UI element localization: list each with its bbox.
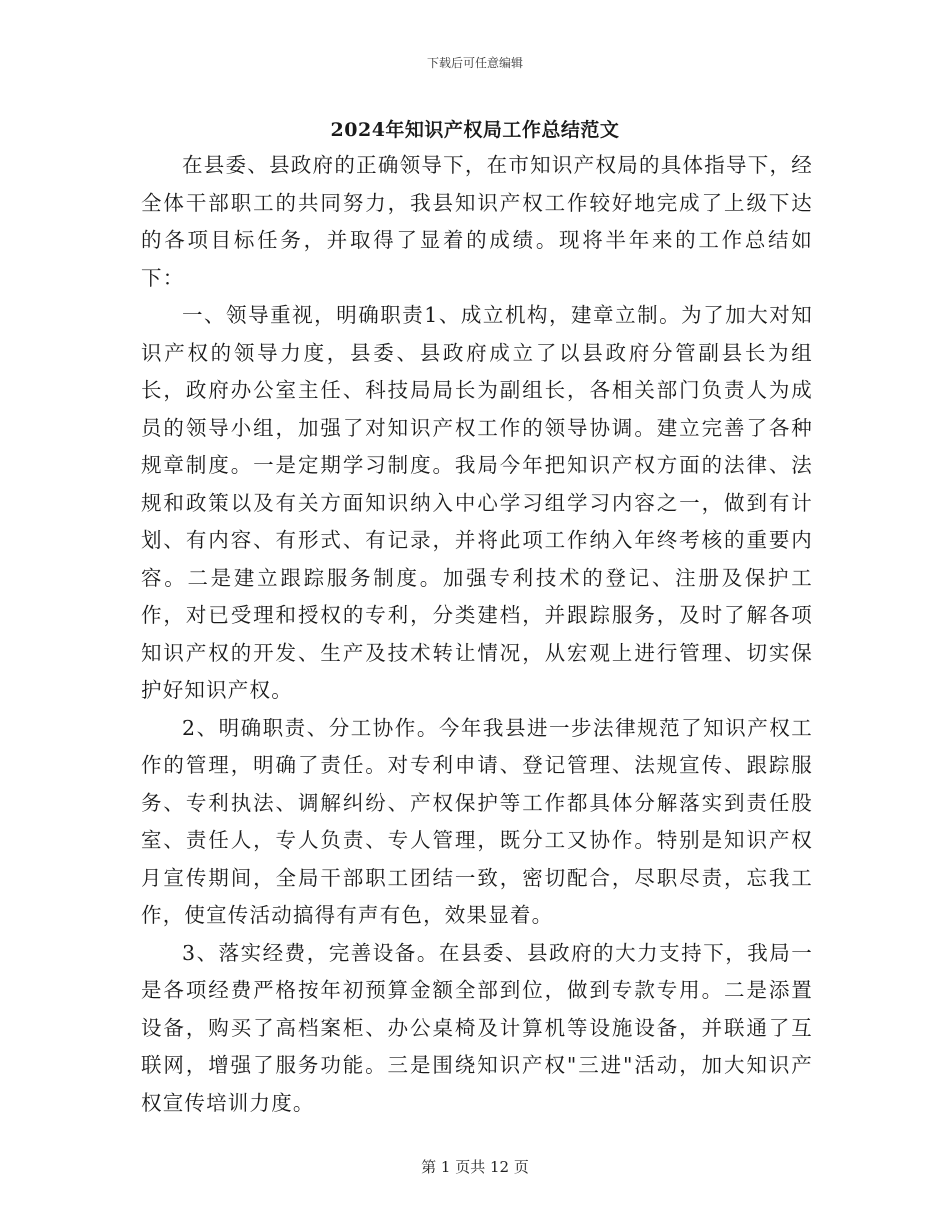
paragraph-section-1: 一、领导重视，明确职责1、成立机构，建章立制。为了加大对知识产权的领导力度，县委、县政府成立了以县政府分管副县长为组长，政府办公室主任、科技局局长为副组长，各相关部门负责人为成员的领导小组，加强了对知识产权工作的领导协调。建立完善了各种规章制度。一是定期学习制度。我局今年把知识产权方面的法律、法规和政策以及有关方面知识纳入中心学习组学习内容之一，做到有计划、有内容、有形式、有记录，并将此项工作纳入年终考核的重要内容。二是建立跟踪服务制度。加强专利技术的登记、注册及保护工作，对已受理和授权的专利，分类建档，并跟踪服务，及时了解各项知识产权的开发、生产及技术转让情况，从宏观上进行管理、切实保护好知识产权。 [141, 303, 813, 702]
paragraph-intro: 在县委、县政府的正确领导下，在市知识产权局的具体指导下，经全体干部职工的共同努力，我县知识产权工作较好地完成了上级下达的各项目标任务，并取得了显着的成绩。现将半年来的工作总结如下： [141, 153, 813, 290]
header-note: 下载后可任意编辑 [426, 56, 523, 70]
paragraph-section-2: 2、明确职责、分工协作。今年我县进一步法律规范了知识产权工作的管理，明确了责任。对专利申请、登记管理、法规宣传、跟踪服务、专利执法、调解纠纷、产权保护等工作都具体分解落实到责任股室、责任人，专人负责、专人管理，既分工又协作。特别是知识产权月宣传期间，全局干部职工团结一致，密切配合，尽职尽责，忘我工作，使宣传活动搞得有声有色，效果显着。 [141, 715, 813, 927]
page-number: 第 1 页共 12 页 [421, 1158, 529, 1176]
paragraph-section-3: 3、落实经费，完善设备。在县委、县政府的大力支持下，我局一是各项经费严格按年初预算金额全部到位，做到专款专用。二是添置设备，购买了高档案柜、办公桌椅及计算机等设施设备，并联通了互联网，增强了服务功能。三是围绕知识产权"三进"活动，加大知识产权宣传培训力度。 [141, 940, 813, 1115]
document-title: 2024年知识产权局工作总结范文 [330, 119, 620, 141]
document-body [141, 147, 813, 1122]
